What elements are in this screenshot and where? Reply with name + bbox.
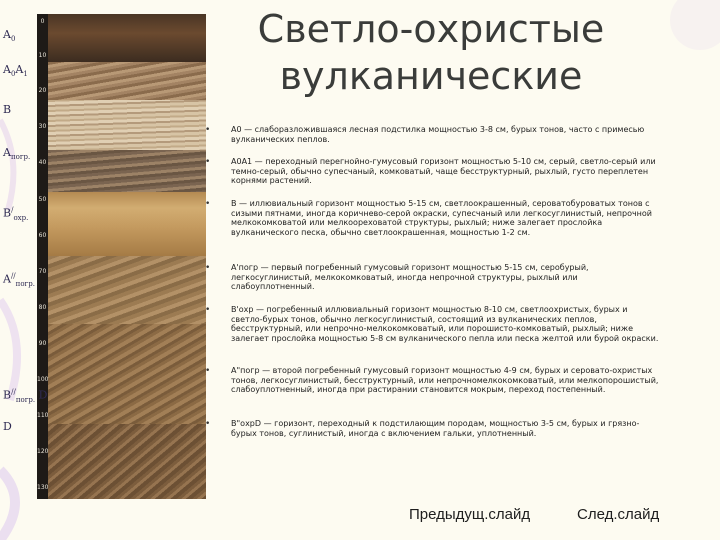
ruler-tick: 60 xyxy=(38,232,47,239)
horizon-label-b2-pogr: $B^{//}_{погр.}$ D xyxy=(3,388,48,404)
ruler-tick: 100 xyxy=(37,376,49,383)
horizon-label-d: D xyxy=(3,420,12,433)
depth-ruler xyxy=(37,14,48,499)
soil-profile-image xyxy=(48,14,206,499)
layer-a-pogr xyxy=(48,150,206,192)
ruler-tick: 80 xyxy=(38,304,47,311)
layer-b-ohr xyxy=(48,192,206,256)
horizon-label-a0a1: $A_0A_1$ xyxy=(3,63,28,79)
list-item-text: B — иллювиальный горизонт мощностью 5-15 см, светлоокрашенный, сероватобуроватых тонов с сизыми пятнами, иногда коричнево-серой окраски, супесчаный или легкосуглинистый, непрочной мелкокомковатой или мелкоореховатой структуры, рыхлый; ниже залегает прослойка вулканического песка, обычно светлоокрашенная, мощностью 1-2 см. xyxy=(231,199,653,237)
ruler-tick: 130 xyxy=(37,484,49,491)
ruler-tick: 90 xyxy=(38,340,47,347)
list-item-text: A"погр — второй погребенный гумусовый горизонт мощностью 4-9 см, бурых и серовато-охристых тонов, легкосуглинистый, бесструктурный, или непрочномелкокомковатый, или мелкопорошистый, слабоуплотненный, иногда при растирании становится мокрым, переход постепенный. xyxy=(231,366,659,395)
layer-b2-pogr xyxy=(48,324,206,424)
horizon-label-b: B xyxy=(3,103,12,116)
list-item-text: A0A1 — переходный перегнойно-гумусовый горизонт мощностью 5-10 см, серый, светло-серый или темно-серый, обычно супесчаный, комковатый, чаще бесструктурный, рыхлый, густо переплетен корнями растений. xyxy=(231,157,656,186)
list-item-text: A0 — слаборазложившаяся лесная подстилка мощностью 3-8 см, бурых тонов, часто с примесью вулканических пеплов. xyxy=(231,125,645,144)
list-item-text: A'погр — первый погребенный гумусовый горизонт мощностью 5-15 см, серобурый, легкосуглинистый, мелкокомковатый, иногда непрочной структуры, рыхлый или слабоуплотненный. xyxy=(231,263,589,292)
ruler-tick: 120 xyxy=(37,448,49,455)
bullet: • xyxy=(205,366,211,376)
bullet: • xyxy=(205,199,211,209)
bullet: • xyxy=(205,305,211,315)
page-title: Светло-охристые вулканические xyxy=(257,7,605,98)
ruler-tick: 10 xyxy=(38,52,47,59)
ruler-tick: 30 xyxy=(38,123,47,130)
next-slide-link[interactable]: След.слайд xyxy=(577,506,660,523)
layer-a2-pogr xyxy=(48,256,206,324)
bullet: • xyxy=(205,263,211,273)
bullet: • xyxy=(205,125,211,135)
bullet: • xyxy=(205,157,211,167)
bullet: • xyxy=(205,419,211,429)
layer-b xyxy=(48,100,206,150)
horizon-label-b-ohr: $B^/_{охр.}$ xyxy=(3,206,29,222)
prev-slide-link[interactable]: Предыдущ.слайд xyxy=(409,506,531,523)
ruler-tick: 20 xyxy=(38,87,47,94)
ruler-tick: 110 xyxy=(37,412,49,419)
horizon-label-a2-pogr: $A^{//}_{погр.}$ xyxy=(3,272,35,288)
ruler-tick: 50 xyxy=(38,196,47,203)
layer-a0a1 xyxy=(48,62,206,100)
layer-d xyxy=(48,424,206,499)
ruler-tick: 40 xyxy=(38,159,47,166)
list-item-text: B'охр — погребенный иллювиальный горизонт мощностью 8-10 см, светлоохристых, бурых и светло-бурых тонов, обычно легкосуглинистый, состоящий из вулканических пеплов, бесструктурный, или непрочно-мелкокомковатый, или порошисто-комковатый, рыхлый; ниже залегает прослойка мощностью 5-8 см вулканического пепла или песка желтой или бурой окраски. xyxy=(231,305,659,343)
ruler-tick: 70 xyxy=(38,268,47,275)
horizon-label-a0: $A_0$ xyxy=(3,28,16,44)
horizon-label-a-pogr: $A_{погр.}$ xyxy=(3,146,31,162)
layer-a0 xyxy=(48,14,206,62)
list-item-text: B"охрD — горизонт, переходный к подстилающим породам, мощностью 3-5 см, бурых и грязно-бурых тонов, суглинистый, иногда с включением гальки, уплотненный. xyxy=(231,419,640,438)
ruler-tick: 0 xyxy=(40,18,45,25)
